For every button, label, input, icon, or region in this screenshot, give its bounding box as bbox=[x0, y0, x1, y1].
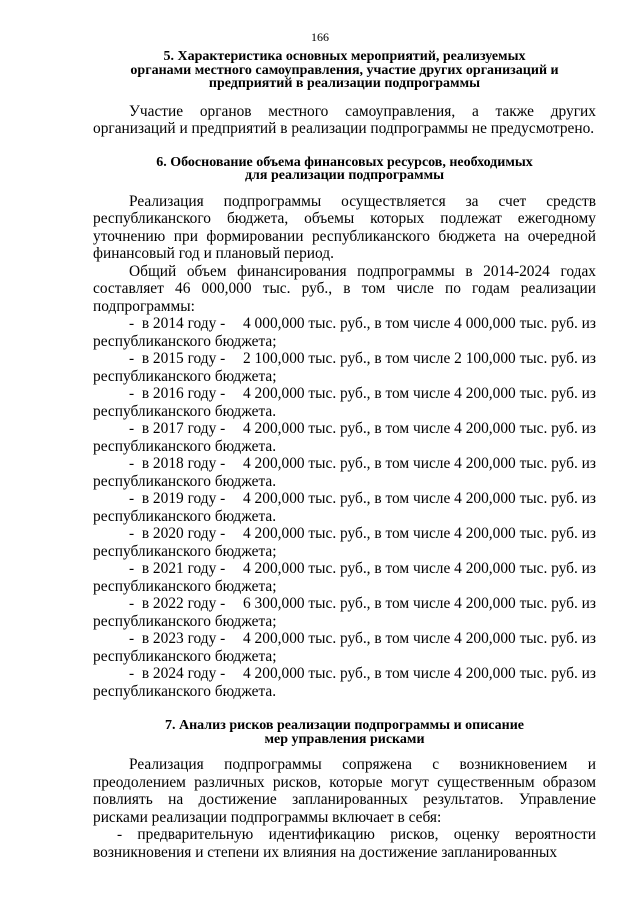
funding-item-line bbox=[93, 455, 596, 473]
funding-item-line bbox=[93, 595, 596, 613]
funding-source: республиканского бюджета; bbox=[93, 647, 277, 665]
funding-amount: 4 200,000 тыс. руб., в том числе 4 200,000 тыс. руб. из bbox=[243, 420, 596, 437]
section-6-title-line: 6. Обоснование объема финансовых ресурсов, необходимых bbox=[156, 154, 533, 170]
funding-amount: 4 200,000 тыс. руб., в том числе 4 200,000 тыс. руб. из bbox=[243, 385, 596, 402]
funding-list-item bbox=[93, 560, 596, 595]
funding-year: - в 2016 году - bbox=[129, 385, 226, 402]
funding-amount: 4 200,000 тыс. руб., в том числе 4 200,000 тыс. руб. из bbox=[243, 665, 596, 682]
funding-item-line bbox=[93, 385, 596, 403]
section-7-title-line: мер управления рисками bbox=[264, 731, 425, 747]
section-5-paragraph: Участие органов местного самоуправления, а также других организаций и предприятий в реализации подпрограммы не предусмотрено. bbox=[93, 102, 596, 137]
funding-list-item bbox=[93, 665, 596, 700]
funding-source: республиканского бюджета. bbox=[93, 507, 277, 525]
funding-list-item bbox=[93, 490, 596, 525]
section-6-title-line: для реализации подпрограммы bbox=[244, 168, 445, 183]
section-7-paragraph-2: - предварительную идентификацию рисков, оценку вероятности возникновения и степени их влияния на достижение запланированных bbox=[93, 826, 596, 861]
section-7-paragraph-1: Реализация подпрограммы сопряжена с возникновением и преодолением различных рисков, которые могут существенным образом повлиять на достижение запланированных результатов. Управление рисками реализации подпрограммы включает в себя: bbox=[93, 756, 596, 826]
funding-list-item bbox=[93, 630, 596, 665]
funding-amount: 4 200,000 тыс. руб., в том числе 4 200,000 тыс. руб. из bbox=[243, 490, 596, 507]
funding-list-item bbox=[93, 385, 596, 420]
section-6-paragraph-2: Общий объем финансирования подпрограммы в 2014-2024 годах составляет 46 000,000 тыс. руб., в том числе по годам реализации подпрограммы: bbox=[93, 262, 596, 315]
funding-item-line bbox=[93, 420, 596, 438]
funding-year: - в 2018 году - bbox=[129, 455, 226, 472]
funding-amount: 2 100,000 тыс. руб., в том числе 2 100,000 тыс. руб. из bbox=[243, 350, 596, 367]
funding-list-item bbox=[93, 595, 596, 630]
section-5-title-line: предприятий в реализации подпрограммы bbox=[208, 76, 481, 91]
funding-year: - в 2023 году - bbox=[129, 630, 226, 647]
funding-year: - в 2021 году - bbox=[129, 560, 226, 577]
funding-item-line bbox=[93, 315, 596, 333]
funding-amount: 4 000,000 тыс. руб., в том числе 4 000,000 тыс. руб. из bbox=[243, 315, 596, 332]
funding-list-item bbox=[93, 455, 596, 490]
funding-item-line bbox=[93, 490, 596, 508]
funding-list-item bbox=[93, 350, 596, 385]
funding-list-item bbox=[93, 525, 596, 560]
funding-item-line bbox=[93, 560, 596, 578]
funding-year: - в 2015 году - bbox=[129, 350, 226, 367]
funding-amount: 6 300,000 тыс. руб., в том числе 4 200,000 тыс. руб. из bbox=[243, 595, 596, 612]
funding-source: республиканского бюджета. bbox=[93, 402, 277, 420]
funding-source: республиканского бюджета. bbox=[93, 472, 277, 490]
funding-list-item bbox=[93, 420, 596, 455]
section-5-title-line: органами местного самоуправления, участие других организаций и bbox=[130, 62, 559, 78]
funding-list bbox=[93, 315, 596, 700]
page-content bbox=[93, 50, 596, 861]
funding-source: республиканского бюджета. bbox=[93, 682, 277, 700]
section-5-title-line: 5. Характеристика основных мероприятий, реализуемых bbox=[163, 49, 526, 64]
funding-year: - в 2024 году - bbox=[129, 665, 226, 682]
funding-amount: 4 200,000 тыс. руб., в том числе 4 200,000 тыс. руб. из bbox=[243, 455, 596, 472]
funding-amount: 4 200,000 тыс. руб., в том числе 4 200,000 тыс. руб. из bbox=[243, 560, 596, 577]
funding-year: - в 2014 году - bbox=[129, 315, 226, 332]
section-6-title bbox=[93, 156, 596, 183]
funding-item-line bbox=[93, 630, 596, 648]
funding-amount: 4 200,000 тыс. руб., в том числе 4 200,000 тыс. руб. из bbox=[243, 630, 596, 647]
funding-source: республиканского бюджета; bbox=[93, 577, 277, 595]
funding-source: республиканского бюджета. bbox=[93, 437, 277, 455]
funding-item-line bbox=[93, 350, 596, 368]
funding-source: республиканского бюджета; bbox=[93, 332, 277, 350]
funding-source: республиканского бюджета; bbox=[93, 542, 277, 560]
funding-year: - в 2022 году - bbox=[129, 595, 226, 612]
funding-list-item bbox=[93, 315, 596, 350]
page-number: 166 bbox=[311, 30, 329, 44]
funding-year: - в 2019 году - bbox=[129, 490, 226, 507]
funding-item-line bbox=[93, 525, 596, 543]
section-5-title bbox=[93, 50, 596, 91]
funding-source: республиканского бюджета; bbox=[93, 367, 277, 385]
section-7-title bbox=[93, 719, 596, 746]
section-7-title-line: 7. Анализ рисков реализации подпрограммы и описание bbox=[164, 718, 525, 733]
funding-source: республиканского бюджета; bbox=[93, 612, 277, 630]
funding-item-line bbox=[93, 665, 596, 683]
funding-year: - в 2020 году - bbox=[129, 525, 226, 542]
funding-amount: 4 200,000 тыс. руб., в том числе 4 200,000 тыс. руб. из bbox=[243, 525, 596, 542]
funding-year: - в 2017 году - bbox=[129, 420, 226, 437]
section-6-paragraph-1: Реализация подпрограммы осуществляется за счет средств республиканского бюджета, объемы которых подлежат ежегодному уточнению при формировании республиканского бюджета на очередной финансовый год и плановый период. bbox=[93, 192, 596, 262]
